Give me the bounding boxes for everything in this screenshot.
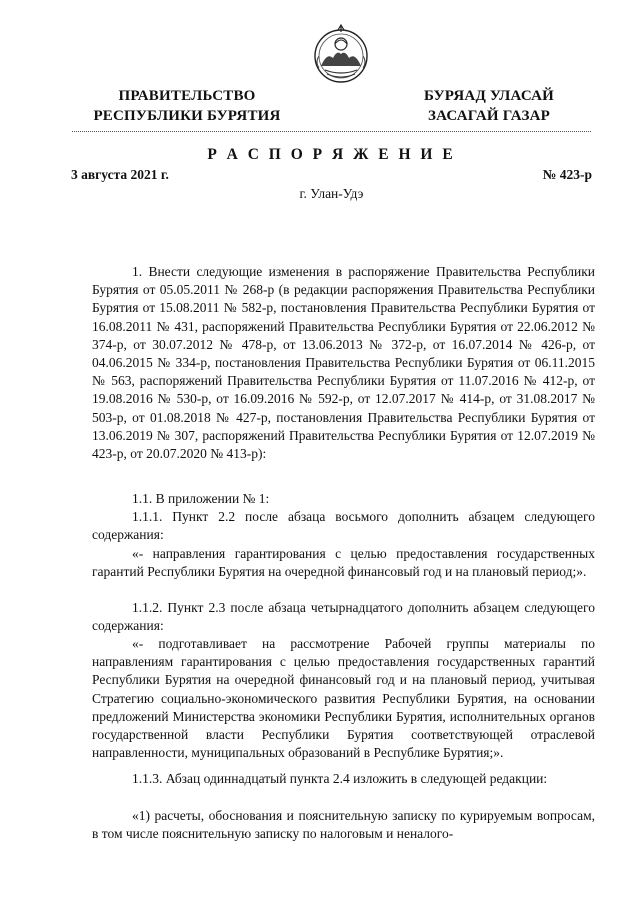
paragraph-1: 1. Внести следующие изменения в распоряжение Правительства Республики Бурятия от 05.05.2011 № 268-р (в редакции распоряжения Правительства Республики Бурятия от 15.08.2011 № 582-р, постановления Правительства Республики Бурятия от 16.08.2011 № 431, распоряжений Правительства Республики Бурятия от 22.06.2012 № 374-р, от 30.07.2012 № 478-р, от 13.06.2013 № 372-р, от 16.07.2014 № 426-р, от 04.06.2015 № 334-р, постановления Правительства Республики Бурятия от 06.11.2015 № 563, распоряжений Правительства Республики Бурятия от 11.07.2016 № 412-р, от 19.08.2016 № 530-р, от 16.09.2016 № 592-р, от 12.07.2017 № 414-р, от 31.08.2017 № 503-р, от 01.08.2018 № 427-р, постановления Правительства Республики Бурятия от 13.06.2019 № 307, распоряжений Правительства Республики Бурятия от 12.07.2019 № 423-р, от 20.07.2020 № 413-р):	[92, 264, 595, 462]
paragraph-1-1-3: 1.1.3. Абзац одиннадцатый пункта 2.4 изложить в следующей редакции:	[132, 771, 548, 786]
header-divider	[72, 131, 591, 132]
government-name-buryat-line2: ЗАСАГАЙ ГАЗАР	[428, 108, 550, 124]
document-city: г. Улан-Удэ	[299, 186, 364, 201]
paragraph-1-1-2: 1.1.2. Пункт 2.3 после абзаца четырнадцатого дополнить абзацем следующего содержания:	[92, 600, 595, 634]
paragraph-1-1: 1.1. В приложении № 1:	[132, 491, 270, 506]
document-title: Р А С П О Р Я Ж Е Н И Е	[207, 146, 456, 163]
quote-paragraph-1: «- направления гарантирования с целью предоставления государственных гарантий Республики Бурятия на очередной финансовый год и на плановый период;».	[92, 546, 595, 580]
government-name-buryat-line1: БУРЯАД УЛАСАЙ	[423, 88, 555, 104]
paragraph-1-1-1: 1.1.1. Пункт 2.2 после абзаца восьмого дополнить абзацем следующего содержания:	[92, 509, 595, 543]
quote-paragraph-3: «1) расчеты, обоснования и пояснительную записку по курируемым вопросам, в том числе пояснительную записку по налоговым и неналого-	[92, 808, 595, 842]
document-date: 3 августа 2021 г.	[71, 167, 169, 182]
government-name-line1: ПРАВИТЕЛЬСТВО	[118, 88, 256, 104]
government-name-line2: РЕСПУБЛИКИ БУРЯТИЯ	[93, 108, 281, 124]
quote-paragraph-2: «- подготавливает на рассмотрение Рабочей группы материалы по направлениям гарантирования с целью предоставления государственных гарантий Республики Бурятия на очередной финансовый год и на плановый период, учитывая Стратегию социально-экономического развития Республики Бурятия, на основании предложений Министерства экономики Республики Бурятия, исполнительных органов государственной власти Республики Бурятия соответствующей отраслевой направленности, муниципальных образований в Республике Бурятия;».	[92, 636, 595, 761]
government-name-russian	[82, 86, 292, 126]
government-name-buryat	[404, 86, 574, 126]
document-number: № 423-р	[542, 167, 592, 182]
coat-of-arms-of-buryatia-icon	[311, 22, 371, 86]
